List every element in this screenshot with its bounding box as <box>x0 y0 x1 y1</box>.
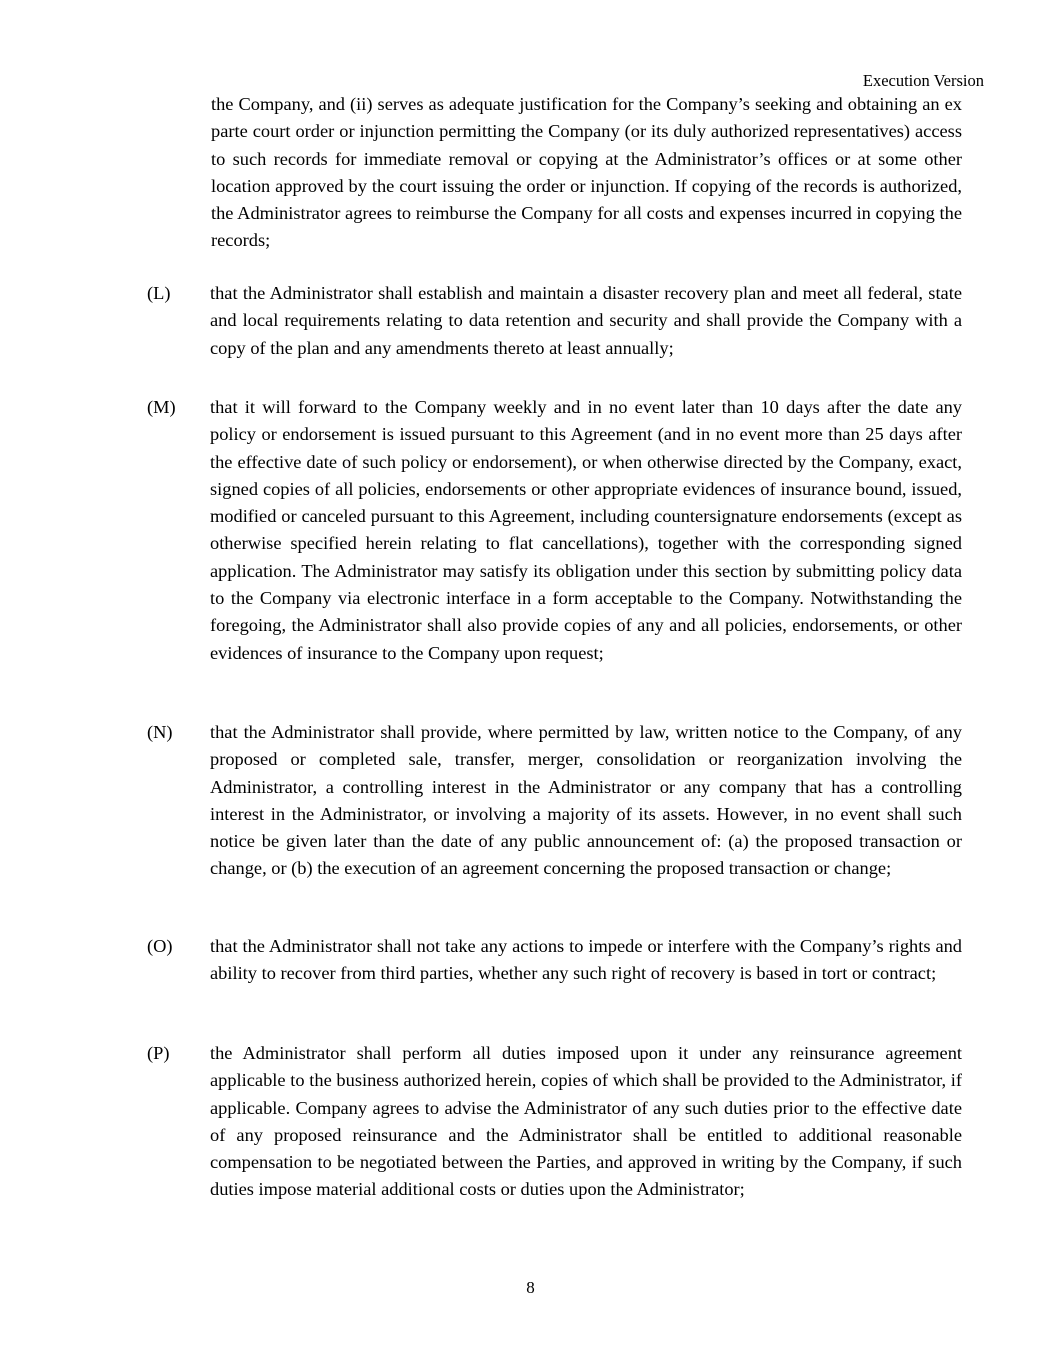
page-number: 8 <box>526 1278 535 1297</box>
clause-label: (P) <box>147 1043 170 1063</box>
clause-m <box>147 394 962 667</box>
clause-text: that the Administrator shall provide, where permitted by law, written notice to the Company, of any proposed or completed sale, transfer, merger, consolidation or reorganization involving the Administrator, a controlling interest in the Administrator or any company that has a controlling interest in the Administrator, or involving a majority of its assets. However, in no event shall such notice be given later than the date of any public announcement of: (a) the proposed transaction or change, or (b) the execution of an agreement concerning the proposed transaction or change; <box>210 722 962 879</box>
clause-label: (N) <box>147 722 173 742</box>
clause-text: that it will forward to the Company weekly and in no event later than 10 days after the date any policy or endorsement is issued pursuant to this Agreement (and in no event more than 25 days after the effective date of such policy or endorsement), or when otherwise directed by the Company, exact, signed copies of all policies, endorsements or other appropriate evidences of insurance bound, issued, modified or canceled pursuant to this Agreement, including countersignature endorsements (except as otherwise specified herein relating to flat cancellations), together with the corresponding signed application. The Administrator may satisfy its obligation under this section by submitting policy data to the Company via electronic interface in a form acceptable to the Company. Notwithstanding the foregoing, the Administrator shall also provide copies of any and all policies, endorsements, or other evidences of insurance to the Company upon request; <box>210 397 962 663</box>
clause-n <box>147 719 962 883</box>
clause-p <box>147 1040 962 1204</box>
clause-text: that the Administrator shall establish and maintain a disaster recovery plan and meet all federal, state and local requirements relating to data retention and security and shall provide the Company with a copy of the plan and any amendments thereto at least annually; <box>210 283 962 358</box>
clause-label: (L) <box>147 283 171 303</box>
clause-label: (M) <box>147 397 176 417</box>
clause-label: (O) <box>147 936 173 956</box>
clause-text: the Administrator shall perform all duties imposed upon it under any reinsurance agreement applicable to the business authorized herein, copies of which shall be provided to the Administrator, if applicable. Company agrees to advise the Administrator of any such duties prior to the effective date of any proposed reinsurance and the Administrator shall be entitled to additional reasonable compensation to be negotiated between the Parties, and approved in writing by the Company, if such duties impose material additional costs or duties upon the Administrator; <box>210 1043 962 1200</box>
execution-version-header: Execution Version <box>862 71 984 90</box>
clause-o <box>147 933 962 988</box>
continued-paragraph: the Company, and (ii) serves as adequate justification for the Company’s seeking and obtaining an ex parte court order or injunction permitting the Company (or its duly authorized representatives) access to such records for immediate removal or copying at the Administrator’s offices or at some other location approved by the court issuing the order or injunction. If copying of the records is authorized, the Administrator agrees to reimburse the Company for all costs and expenses incurred in copying the records; <box>211 94 962 251</box>
clause-text: that the Administrator shall not take any actions to impede or interfere with the Company’s rights and ability to recover from third parties, whether any such right of recovery is based in tort or contract; <box>210 936 962 984</box>
clause-l <box>147 280 962 362</box>
